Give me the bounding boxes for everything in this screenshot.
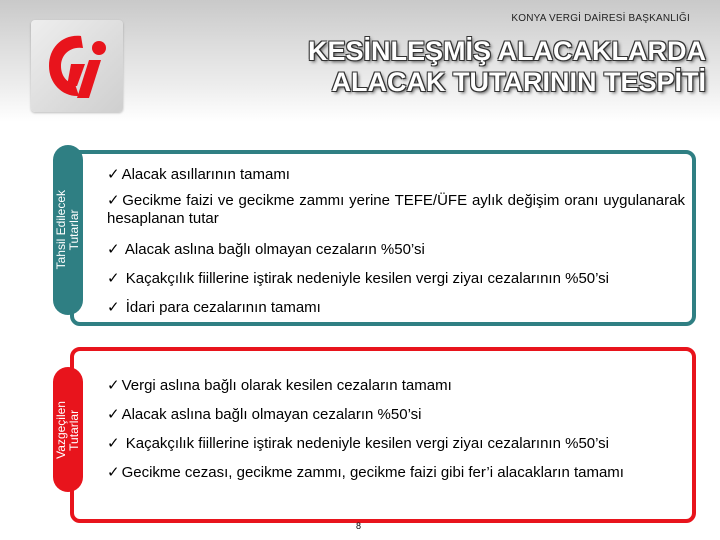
waived-item-text: Kaçakçılık fiillerine iştirak nedeniyle kesilen vergi ziyaı cezalarının %50’si <box>121 435 610 452</box>
check-icon: ✓ <box>107 406 120 423</box>
collected-amounts-tab-label: Tahsil Edilecek Tutarlar <box>54 190 81 270</box>
waived-amounts-tab <box>53 367 83 492</box>
waived-item <box>107 435 685 453</box>
page-title-line-2: ALACAK TUTARININ TESPİTİ <box>331 67 706 97</box>
check-icon: ✓ <box>107 241 120 258</box>
collected-item-text: İdari para cezalarının tamamı <box>121 299 321 316</box>
collected-item-text: Alacak asıllarının tamamı <box>121 166 290 183</box>
collected-item <box>107 299 685 317</box>
waived-item <box>107 464 685 482</box>
collected-item <box>107 192 685 228</box>
page-title-line-1: KESİNLEŞMİŞ ALACAKLARDA <box>308 36 706 66</box>
collected-item <box>107 270 685 288</box>
waived-amounts-tab-label: Vazgeçilen Tutarlar <box>54 400 81 459</box>
collected-item <box>107 241 685 259</box>
collected-item-text: Alacak aslına bağlı olmayan cezaların %50’si <box>121 241 425 258</box>
check-icon: ✓ <box>107 377 120 394</box>
page-number: 8 <box>356 521 362 531</box>
collected-item-text: Kaçakçılık fiillerine iştirak nedeniyle kesilen vergi ziyaı cezalarının %50’si <box>121 270 610 287</box>
check-icon: ✓ <box>107 270 120 287</box>
page-title <box>186 36 706 98</box>
waived-item <box>107 406 685 424</box>
waived-item-text: Alacak aslına bağlı olmayan cezaların %50’si <box>121 406 422 423</box>
gi-logo-icon <box>31 20 123 112</box>
collected-amounts-tab <box>53 145 83 315</box>
waived-item-text: Vergi aslına bağlı olarak kesilen cezaların tamamı <box>121 377 452 394</box>
check-icon: ✓ <box>107 299 120 316</box>
collected-item <box>107 166 685 184</box>
check-icon: ✓ <box>107 464 120 481</box>
check-icon: ✓ <box>107 435 120 452</box>
organization-name: KONYA VERGİ DAİRESİ BAŞKANLIĞI <box>511 13 690 24</box>
waived-item-text: Gecikme cezası, gecikme zammı, gecikme faizi gibi fer’i alacakların tamamı <box>121 464 624 481</box>
check-icon: ✓ <box>107 192 121 209</box>
check-icon: ✓ <box>107 166 120 183</box>
waived-item <box>107 377 685 395</box>
collected-item-text: Gecikme faizi ve gecikme zammı yerine TEFE/ÜFE aylık değişim oranı uygulanarak hesaplanan tutar <box>107 192 685 227</box>
